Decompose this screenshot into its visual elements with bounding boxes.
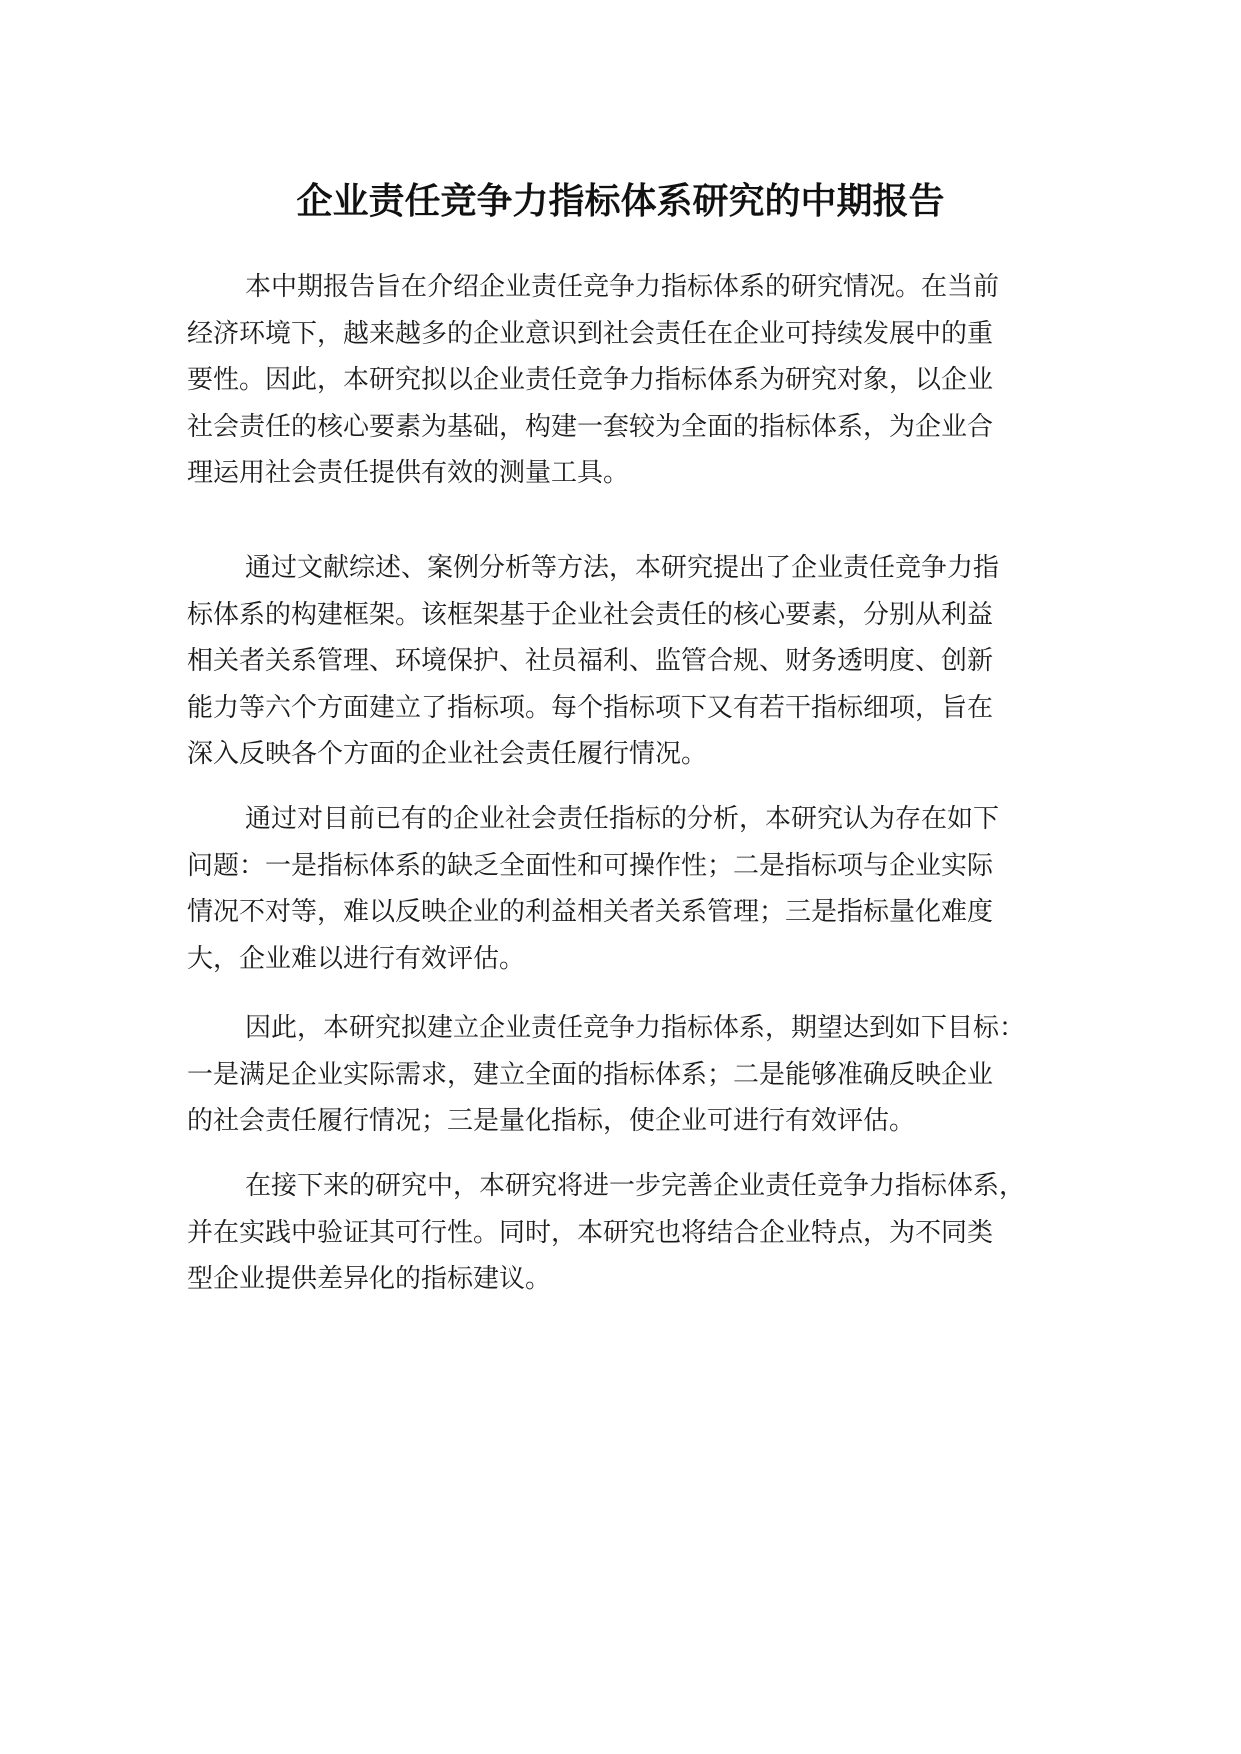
paragraph-line: 理运用社会责任提供有效的测量工具。: [187, 458, 630, 488]
paragraph-line: 相关者关系管理、环境保护、社员福利、监管合规、财务透明度、创新: [187, 646, 994, 676]
paragraph-5: [187, 1163, 1025, 1303]
document-title: 企业责任竞争力指标体系研究的中期报告: [296, 181, 945, 222]
paragraph-line: 的社会责任履行情况；三是量化指标，使企业可进行有效评估。: [187, 1106, 916, 1136]
paragraph-3: [187, 796, 999, 982]
paragraph-line: 在接下来的研究中，本研究将进一步完善企业责任竞争力指标体系，: [245, 1171, 1026, 1201]
paragraph-line: 能力等六个方面建立了指标项。每个指标项下又有若干指标细项，旨在: [187, 692, 994, 723]
paragraph-line: 经济环境下，越来越多的企业意识到社会责任在企业可持续发展中的重: [187, 318, 994, 349]
paragraph-line: 本中期报告旨在介绍企业责任竞争力指标体系的研究情况。在当前: [245, 272, 1000, 302]
paragraph-line: 通过文献综述、案例分析等方法，本研究提出了企业责任竞争力指: [245, 553, 1000, 583]
paragraph-line: 标体系的构建框架。该框架基于企业社会责任的核心要素，分别从利益: [187, 599, 994, 630]
paragraph-4: [187, 1005, 1025, 1145]
paragraph-line: 型企业提供差异化的指标建议。: [187, 1264, 552, 1294]
paragraph-line: 一是满足企业实际需求，建立全面的指标体系；二是能够准确反映企业: [187, 1059, 994, 1090]
paragraph-line: 大，企业难以进行有效评估。: [187, 943, 526, 974]
paragraph-1: [187, 264, 999, 497]
paragraph-line: 深入反映各个方面的企业社会责任履行情况。: [187, 739, 708, 769]
paragraph-line: 并在实践中验证其可行性。同时，本研究也将结合企业特点，为不同类: [187, 1217, 994, 1248]
paragraph-line: 通过对目前已有的企业社会责任指标的分析，本研究认为存在如下: [245, 804, 1000, 834]
paragraph-line: 情况不对等，难以反映企业的利益相关者关系管理；三是指标量化难度: [187, 897, 994, 927]
paragraph-line: 要性。因此，本研究拟以企业责任竞争力指标体系为研究对象，以企业: [187, 365, 994, 395]
paragraph-2: [187, 545, 999, 778]
paragraph-line: 因此，本研究拟建立企业责任竞争力指标体系，期望达到如下目标：: [245, 1013, 1026, 1043]
paragraph-line: 社会责任的核心要素为基础，构建一套较为全面的指标体系，为企业合: [187, 411, 994, 442]
paragraph-line: 问题：一是指标体系的缺乏全面性和可操作性；二是指标项与企业实际: [187, 850, 994, 881]
